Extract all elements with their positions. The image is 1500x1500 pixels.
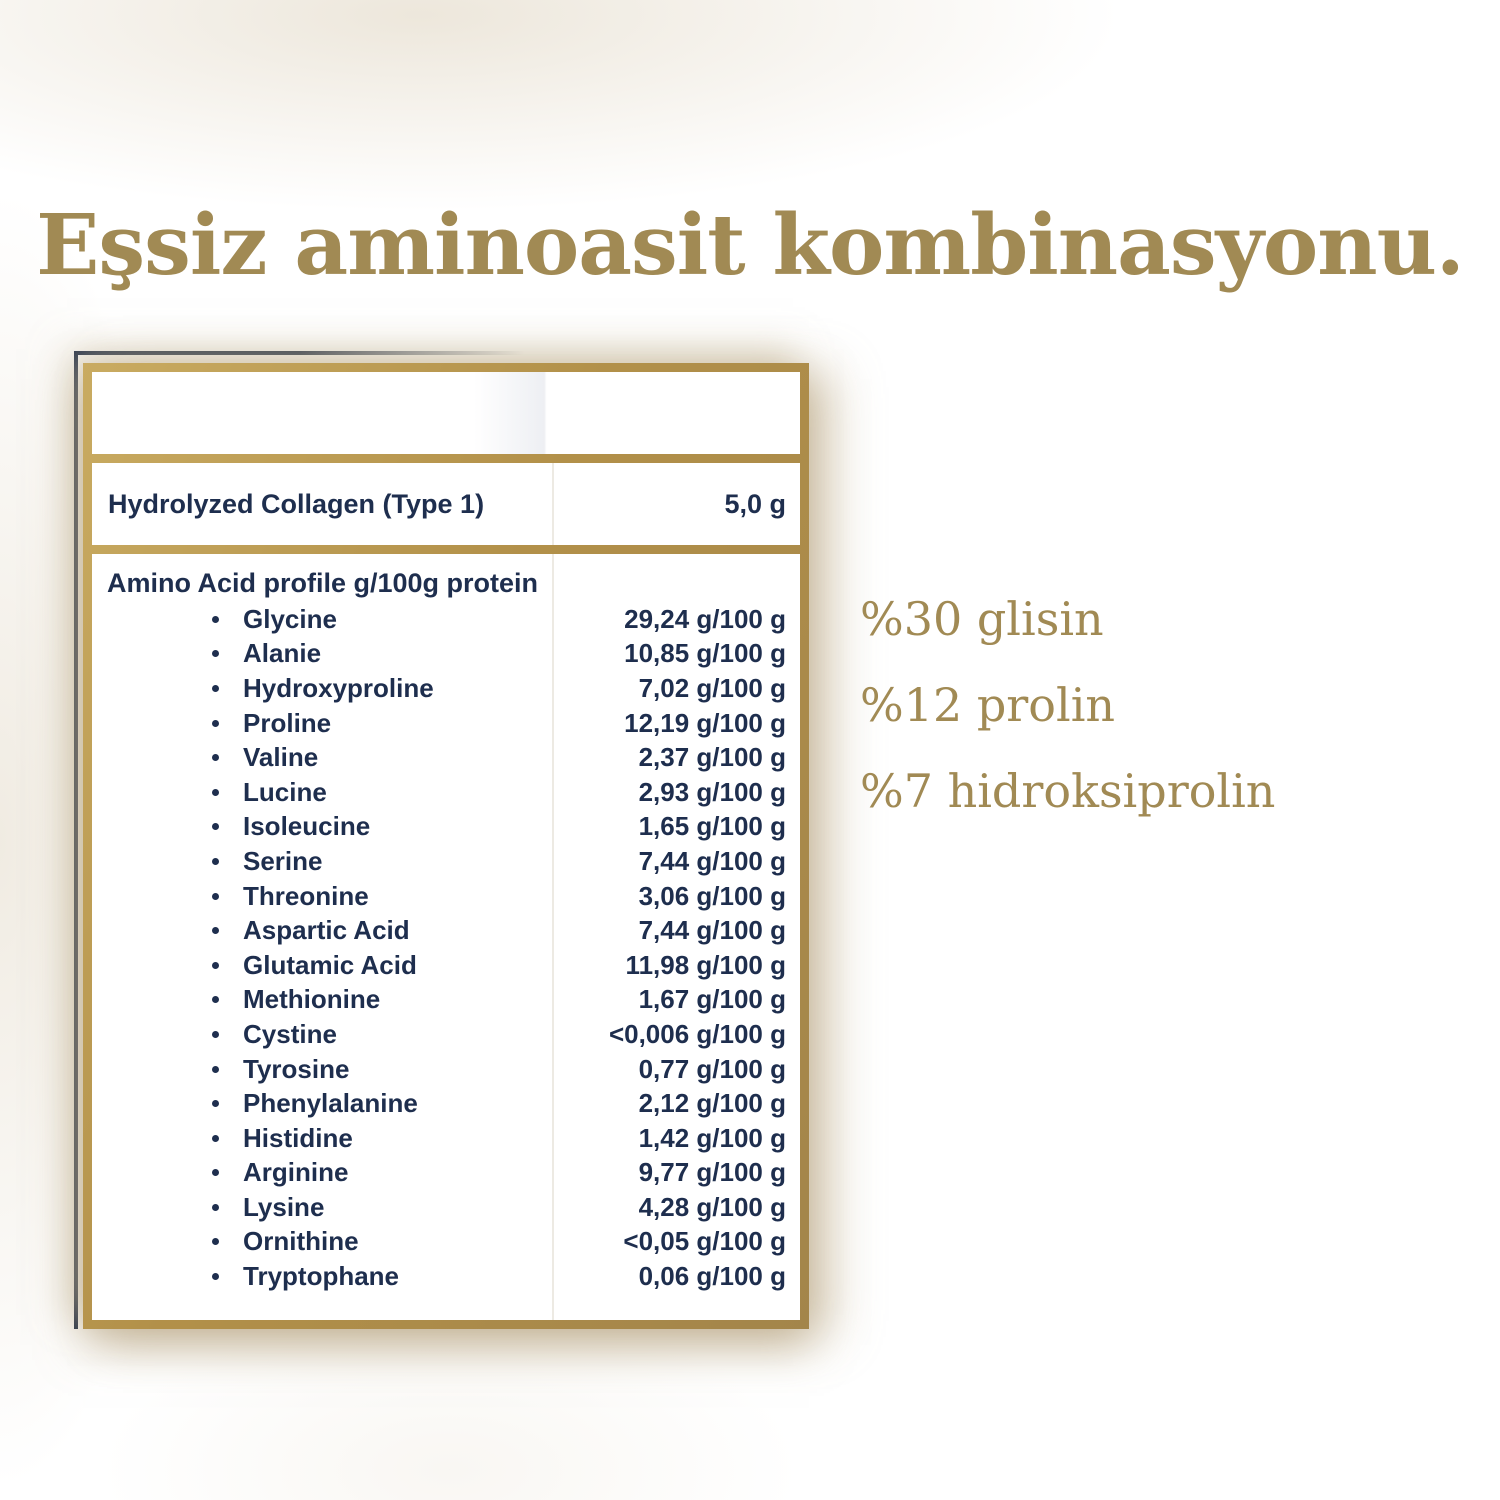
amino-name: Lucine [243,776,327,807]
amino-value: 2,12 g/100 g [638,1088,786,1119]
amino-name: Tryptophane [243,1261,400,1292]
amino-name: Ornithine [243,1226,359,1257]
bullet-icon [212,616,219,623]
bullet-icon [212,1238,219,1245]
bullet-icon [212,650,219,657]
amino-name: Cystine [243,1018,337,1049]
amino-name: Methionine [243,984,381,1015]
bullet-icon [212,893,219,900]
amino-name: Glycine [243,603,337,634]
table-row [92,1086,800,1121]
table-row [92,1259,800,1294]
bullet-icon [212,1031,219,1038]
nutrition-table [83,363,809,1329]
amino-value: <0,05 g/100 g [623,1226,786,1257]
amino-name: Glutamic Acid [243,949,417,980]
table-row [92,948,800,983]
amino-acid-section [92,554,800,1320]
amino-name: Alanie [243,638,322,669]
amino-value: 3,06 g/100 g [638,880,786,911]
table-row [92,844,800,879]
amino-value: 2,93 g/100 g [638,776,786,807]
highlight-prolin: %12 prolin [860,678,1116,732]
amino-name: Hydroxyproline [243,672,434,703]
table-row [92,1017,800,1052]
bullet-icon [212,927,219,934]
amino-name: Histidine [243,1122,353,1153]
bullet-icon [212,1100,219,1107]
table-row [92,775,800,810]
amino-value: 7,44 g/100 g [638,915,786,946]
bullet-icon [212,1135,219,1142]
amino-value: 0,77 g/100 g [638,1053,786,1084]
table-row [92,879,800,914]
highlight-glisin: %30 glisin [860,592,1104,646]
table-row [92,1225,800,1260]
table-row [92,463,800,545]
bullet-icon [212,858,219,865]
table-row [92,1190,800,1225]
bullet-icon [212,789,219,796]
amino-name: Arginine [243,1157,349,1188]
table-row [92,671,800,706]
amino-name: Proline [243,707,332,738]
amino-value: 9,77 g/100 g [638,1157,786,1188]
amino-name: Phenylalanine [243,1088,418,1119]
table-row [92,602,800,637]
amino-value: 7,44 g/100 g [638,845,786,876]
amino-name: Threonine [243,880,369,911]
table-row [92,983,800,1018]
amino-value: 0,06 g/100 g [638,1261,786,1292]
offset-frame-left-line [74,351,78,1329]
amino-name: Valine [243,742,319,773]
bullet-icon [212,823,219,830]
bullet-icon [212,1273,219,1280]
table-row [92,810,800,845]
ingredient-name: Hydrolyzed Collagen (Type 1) [108,488,485,519]
table-row [92,706,800,741]
bullet-icon [212,996,219,1003]
amino-name: Aspartic Acid [243,915,410,946]
table-row [92,1052,800,1087]
bullet-icon [212,1066,219,1073]
amino-value: 2,37 g/100 g [638,742,786,773]
offset-frame-top-line [74,351,524,355]
table-row [92,637,800,672]
amino-name: Tyrosine [243,1053,350,1084]
gold-frame [83,363,809,1329]
bullet-icon [212,1204,219,1211]
amino-value: 7,02 g/100 g [638,672,786,703]
table-row [92,913,800,948]
amino-value: 1,42 g/100 g [638,1122,786,1153]
amino-value: 11,98 g/100 g [625,949,786,980]
amino-value: 1,65 g/100 g [638,811,786,842]
amino-name: Isoleucine [243,811,371,842]
amino-value: 29,24 g/100 g [624,603,786,634]
ingredient-value: 5,0 g [724,488,786,519]
amino-value: <0,006 g/100 g [608,1018,786,1049]
amino-section-title: Amino Acid profile g/100g protein [107,568,539,598]
highlight-hidroksiprolin: %7 hidroksiprolin [860,764,1276,818]
amino-value: 10,85 g/100 g [624,638,786,669]
header-col-serving: 1 serving [654,396,786,429]
bullet-icon [212,962,219,969]
bullet-icon [212,1169,219,1176]
table-row [92,1121,800,1156]
amino-value: 1,67 g/100 g [638,984,786,1015]
bullet-icon [212,754,219,761]
page-title: Eşsiz aminoasit kombinasyonu. [36,196,1464,294]
amino-value: 12,19 g/100 g [624,707,786,738]
bullet-icon [212,685,219,692]
amino-value: 4,28 g/100 g [638,1191,786,1222]
bullet-icon [212,720,219,727]
amino-name: Lysine [243,1191,325,1222]
table-row [92,1156,800,1191]
table-row [92,740,800,775]
amino-name: Serine [243,845,323,876]
table-header-row [92,372,800,454]
header-col-description: Description / Ingredient [108,396,444,429]
